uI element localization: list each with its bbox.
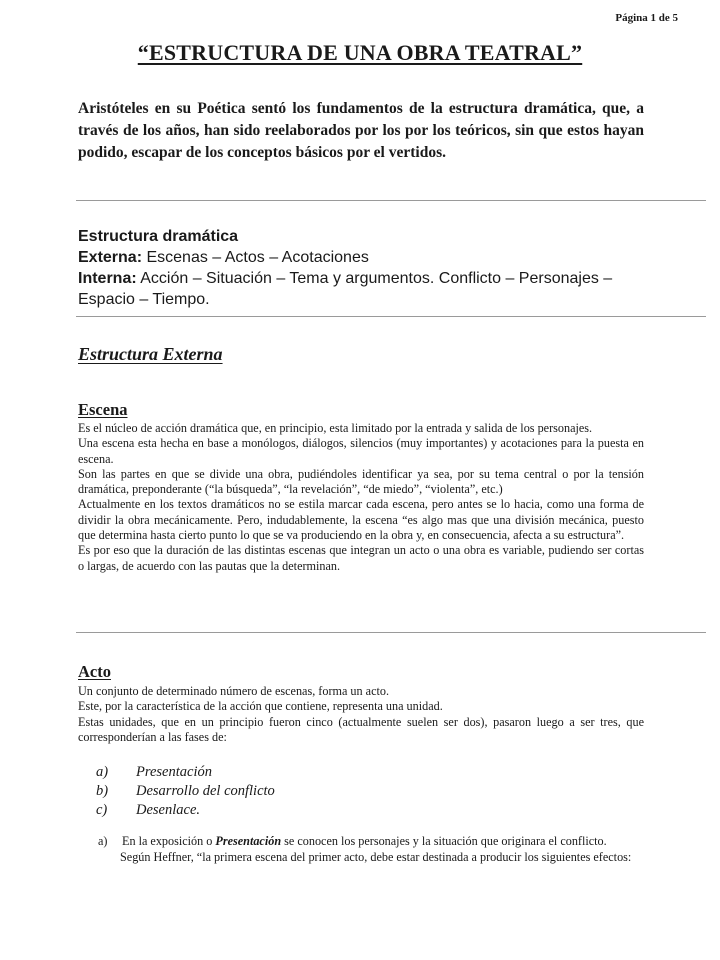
list-marker: c) — [96, 802, 108, 818]
list-marker: b) — [96, 783, 109, 799]
structure-summary — [78, 226, 638, 310]
list-label: Desenlace. — [136, 802, 201, 818]
list-label: Presentación — [136, 764, 212, 780]
acto-heading: Acto — [78, 662, 111, 681]
divider-middle — [76, 316, 706, 317]
list-item — [96, 782, 275, 801]
exposition-text — [98, 834, 644, 850]
page-number: Página 1 de 5 — [615, 12, 678, 24]
exposition-text-after: se conocen los personajes y la situación que originara el conflicto. — [281, 834, 607, 848]
divider-bottom — [76, 632, 706, 633]
escena-body — [78, 421, 644, 574]
structure-external-line — [78, 247, 638, 268]
escena-paragraph: Actualmente en los textos dramáticos no se estila marcar cada escena, pero antes se lo hacia, como una forma de dividir la obra mecánicamente. Pero, indudablemente, la escena “es algo mas que una división mecánica, puesto que determina hasta cierto punto lo que se va produciendo en la obra y, en consecuencia, afecta a su estructura”. — [78, 497, 644, 543]
list-item — [96, 763, 275, 782]
exposition-emphasis: Presentación — [215, 834, 282, 848]
structure-internal-line — [78, 268, 638, 310]
heffner-quote: Según Heffner, “la primera escena del primer acto, debe estar destinada a producir los siguientes efectos: — [120, 849, 632, 864]
list-item — [96, 801, 275, 820]
list-label: Desarrollo del conflicto — [136, 783, 275, 799]
structure-heading: Estructura dramática — [78, 228, 239, 245]
acto-paragraph: Estas unidades, que en un principio fueron cinco (actualmente suelen ser dos), pasaron luego a ser tres, que corresponderían a las fases de: — [78, 714, 644, 744]
escena-paragraph: Una escena esta hecha en base a monólogos, diálogos, silencios (muy importantes) y acotaciones para la puesta en escena. — [78, 436, 644, 466]
external-text: Escenas – Actos – Acotaciones — [142, 249, 369, 266]
external-label: Externa: — [78, 249, 143, 266]
list-marker: a) — [96, 764, 109, 780]
acto-paragraph: Este, por la característica de la acción que contiene, representa una unidad. — [78, 699, 443, 714]
escena-heading: Escena — [78, 400, 128, 419]
divider-top — [76, 200, 706, 201]
internal-label: Interna: — [78, 270, 137, 287]
external-structure-heading: Estructura Externa — [78, 344, 223, 364]
exposition-marker: a) — [98, 834, 108, 848]
escena-paragraph: Es el núcleo de acción dramática que, en principio, esta limitado por la entrada y salida de los personajes. — [78, 421, 593, 435]
escena-paragraph: Es por eso que la duración de las distintas escenas que integran un acto o una obra es variable, pudiendo ser cortas o largas, de acuerdo con las pautas que la determinan. — [78, 543, 644, 573]
intro-paragraph: Aristóteles en su Poética sentó los fundamentos de la estructura dramática, que, a través de los años, han sido reelaborados por los por los teóricos, sin que estos hayan podido, escapar de los conceptos básicos por el vertidos. — [78, 100, 644, 161]
document-title: “ESTRUCTURA DE UNA OBRA TEATRAL” — [137, 40, 583, 65]
escena-paragraph: Son las partes en que se divide una obra, pudiéndoles identificar ya sea, por su tema central o por la tensión dramática, preponderante (“la búsqueda”, “la revelación”, “de miedo”, “violenta”, etc.) — [78, 466, 644, 497]
acto-paragraph: Un conjunto de determinado número de escenas, forma un acto. — [78, 684, 390, 698]
phases-list — [96, 763, 275, 820]
acto-body — [78, 684, 644, 745]
exposition-item — [98, 834, 644, 865]
exposition-text-before: En la exposición o — [122, 834, 216, 848]
internal-text: Acción – Situación – Tema y argumentos. Conflicto – Personajes – Espacio – Tiempo. — [78, 270, 613, 308]
